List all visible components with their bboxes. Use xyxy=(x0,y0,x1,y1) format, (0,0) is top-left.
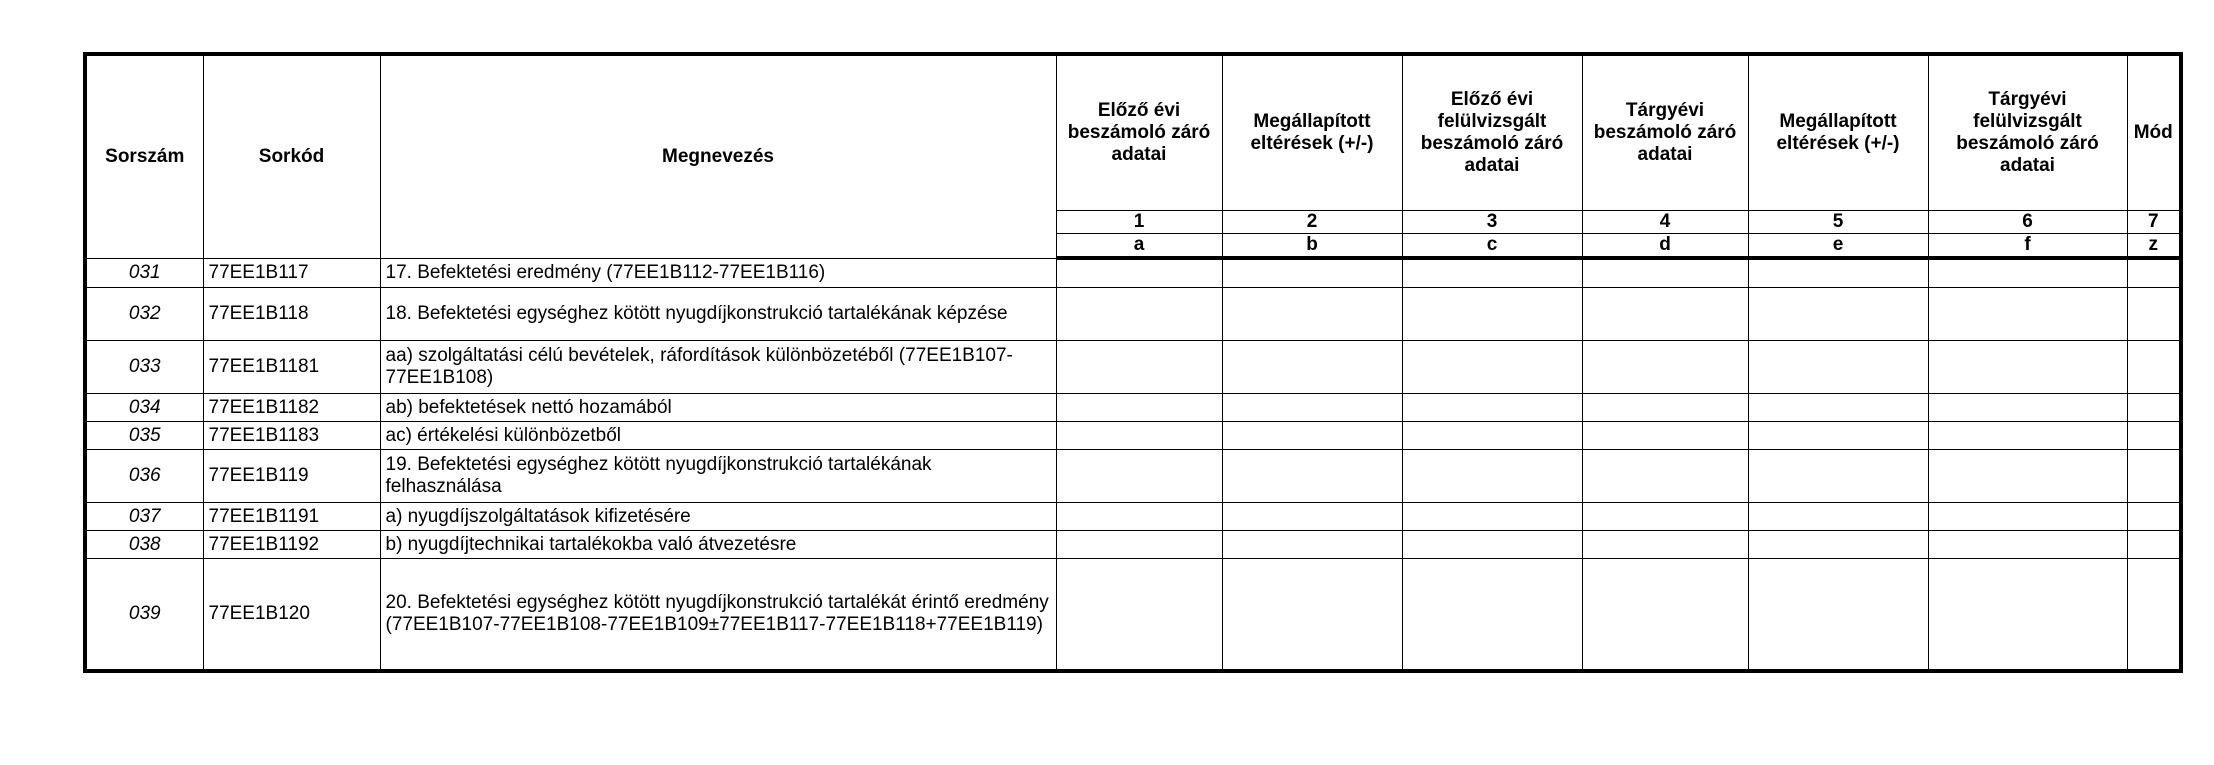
value-cell-f[interactable] xyxy=(1928,422,2127,450)
row-name: aa) szolgáltatási célú bevételek, ráfordítások különbözetéből (77EE1B107-77EE1B108) xyxy=(380,341,1056,394)
row-code: 77EE1B120 xyxy=(203,559,380,672)
value-cell-b[interactable] xyxy=(1222,394,1402,422)
row-code: 77EE1B1191 xyxy=(203,503,380,531)
value-cell-c[interactable] xyxy=(1402,559,1582,672)
value-cell-b[interactable] xyxy=(1222,258,1402,288)
value-cell-c[interactable] xyxy=(1402,450,1582,503)
value-cell-b[interactable] xyxy=(1222,288,1402,341)
row-code: 77EE1B1192 xyxy=(203,531,380,559)
row-number: 036 xyxy=(85,450,203,503)
value-cell-d[interactable] xyxy=(1582,450,1748,503)
row-code: 77EE1B1182 xyxy=(203,394,380,422)
row-name: b) nyugdíjtechnikai tartalékokba való átvezetésre xyxy=(380,531,1056,559)
value-cell-e[interactable] xyxy=(1748,450,1928,503)
header-sorkod: Sorkód xyxy=(203,54,380,258)
value-cell-z[interactable] xyxy=(2127,450,2181,503)
header-col-4: Tárgyévi beszámoló záró adatai xyxy=(1582,54,1748,211)
header-col-mod: Mód xyxy=(2127,54,2181,211)
report-table xyxy=(83,52,2183,673)
value-cell-z[interactable] xyxy=(2127,503,2181,531)
value-cell-d[interactable] xyxy=(1582,394,1748,422)
row-number: 038 xyxy=(85,531,203,559)
row-name: 19. Befektetési egységhez kötött nyugdíjkonstrukció tartalékának felhasználása xyxy=(380,450,1056,503)
value-cell-b[interactable] xyxy=(1222,531,1402,559)
value-cell-e[interactable] xyxy=(1748,559,1928,672)
value-cell-z[interactable] xyxy=(2127,559,2181,672)
row-name: 18. Befektetési egységhez kötött nyugdíjkonstrukció tartalékának képzése xyxy=(380,288,1056,341)
value-cell-a[interactable] xyxy=(1056,394,1222,422)
value-cell-c[interactable] xyxy=(1402,258,1582,288)
value-cell-f[interactable] xyxy=(1928,394,2127,422)
value-cell-c[interactable] xyxy=(1402,422,1582,450)
value-cell-f[interactable] xyxy=(1928,531,2127,559)
row-name: a) nyugdíjszolgáltatások kifizetésére xyxy=(380,503,1056,531)
header-row xyxy=(85,54,2181,211)
value-cell-b[interactable] xyxy=(1222,559,1402,672)
value-cell-a[interactable] xyxy=(1056,559,1222,672)
col-number: 1 xyxy=(1056,211,1222,234)
row-number: 031 xyxy=(85,258,203,288)
table-row xyxy=(85,288,2181,341)
value-cell-z[interactable] xyxy=(2127,394,2181,422)
value-cell-b[interactable] xyxy=(1222,341,1402,394)
value-cell-c[interactable] xyxy=(1402,341,1582,394)
value-cell-e[interactable] xyxy=(1748,422,1928,450)
row-code: 77EE1B119 xyxy=(203,450,380,503)
col-letter: d xyxy=(1582,234,1748,259)
col-letter: z xyxy=(2127,234,2181,259)
value-cell-d[interactable] xyxy=(1582,341,1748,394)
row-code: 77EE1B118 xyxy=(203,288,380,341)
value-cell-e[interactable] xyxy=(1748,503,1928,531)
col-number: 2 xyxy=(1222,211,1402,234)
value-cell-z[interactable] xyxy=(2127,288,2181,341)
value-cell-f[interactable] xyxy=(1928,450,2127,503)
row-number: 032 xyxy=(85,288,203,341)
value-cell-b[interactable] xyxy=(1222,503,1402,531)
value-cell-f[interactable] xyxy=(1928,288,2127,341)
value-cell-d[interactable] xyxy=(1582,422,1748,450)
value-cell-e[interactable] xyxy=(1748,394,1928,422)
value-cell-z[interactable] xyxy=(2127,422,2181,450)
value-cell-c[interactable] xyxy=(1402,394,1582,422)
col-number: 7 xyxy=(2127,211,2181,234)
value-cell-d[interactable] xyxy=(1582,503,1748,531)
col-letter: b xyxy=(1222,234,1402,259)
value-cell-d[interactable] xyxy=(1582,288,1748,341)
value-cell-e[interactable] xyxy=(1748,531,1928,559)
header-megnevezes: Megnevezés xyxy=(380,54,1056,258)
row-code: 77EE1B1181 xyxy=(203,341,380,394)
value-cell-a[interactable] xyxy=(1056,531,1222,559)
col-number: 6 xyxy=(1928,211,2127,234)
row-number: 037 xyxy=(85,503,203,531)
row-number: 033 xyxy=(85,341,203,394)
table-row xyxy=(85,258,2181,288)
row-number: 034 xyxy=(85,394,203,422)
value-cell-f[interactable] xyxy=(1928,341,2127,394)
col-letter: c xyxy=(1402,234,1582,259)
col-number: 5 xyxy=(1748,211,1928,234)
value-cell-a[interactable] xyxy=(1056,503,1222,531)
value-cell-z[interactable] xyxy=(2127,258,2181,288)
table-row xyxy=(85,341,2181,394)
value-cell-e[interactable] xyxy=(1748,288,1928,341)
value-cell-f[interactable] xyxy=(1928,503,2127,531)
value-cell-c[interactable] xyxy=(1402,531,1582,559)
value-cell-f[interactable] xyxy=(1928,559,2127,672)
col-letter: a xyxy=(1056,234,1222,259)
value-cell-a[interactable] xyxy=(1056,341,1222,394)
value-cell-b[interactable] xyxy=(1222,450,1402,503)
table-row xyxy=(85,394,2181,422)
header-col-2: Megállapított eltérések (+/-) xyxy=(1222,54,1402,211)
row-code: 77EE1B1183 xyxy=(203,422,380,450)
value-cell-c[interactable] xyxy=(1402,288,1582,341)
table-row xyxy=(85,503,2181,531)
table-row xyxy=(85,422,2181,450)
value-cell-d[interactable] xyxy=(1582,258,1748,288)
value-cell-a[interactable] xyxy=(1056,288,1222,341)
value-cell-a[interactable] xyxy=(1056,422,1222,450)
value-cell-e[interactable] xyxy=(1748,258,1928,288)
value-cell-f[interactable] xyxy=(1928,258,2127,288)
value-cell-d[interactable] xyxy=(1582,559,1748,672)
table-row xyxy=(85,559,2181,672)
table-row xyxy=(85,531,2181,559)
row-number: 039 xyxy=(85,559,203,672)
value-cell-c[interactable] xyxy=(1402,503,1582,531)
value-cell-a[interactable] xyxy=(1056,450,1222,503)
header-col-6: Tárgyévi felülvizsgált beszámoló záró adatai xyxy=(1928,54,2127,211)
value-cell-z[interactable] xyxy=(2127,531,2181,559)
row-name: 17. Befektetési eredmény (77EE1B112-77EE1B116) xyxy=(380,258,1056,288)
col-number: 4 xyxy=(1582,211,1748,234)
header-col-1: Előző évi beszámoló záró adatai xyxy=(1056,54,1222,211)
col-letter: f xyxy=(1928,234,2127,259)
table-row xyxy=(85,450,2181,503)
row-number: 035 xyxy=(85,422,203,450)
value-cell-d[interactable] xyxy=(1582,531,1748,559)
row-code: 77EE1B117 xyxy=(203,258,380,288)
value-cell-e[interactable] xyxy=(1748,341,1928,394)
value-cell-b[interactable] xyxy=(1222,422,1402,450)
value-cell-a[interactable] xyxy=(1056,258,1222,288)
header-col-5: Megállapított eltérések (+/-) xyxy=(1748,54,1928,211)
col-number: 3 xyxy=(1402,211,1582,234)
row-name: ab) befektetések nettó hozamából xyxy=(380,394,1056,422)
row-name: ac) értékelési különbözetből xyxy=(380,422,1056,450)
row-name: 20. Befektetési egységhez kötött nyugdíjkonstrukció tartalékát érintő eredmény (77EE1B107-77EE1B108-77EE1B109±77EE1B117-77EE1B118+77EE1B119) xyxy=(380,559,1056,672)
header-sorszam: Sorszám xyxy=(85,54,203,258)
value-cell-z[interactable] xyxy=(2127,341,2181,394)
col-letter: e xyxy=(1748,234,1928,259)
header-col-3: Előző évi felülvizsgált beszámoló záró adatai xyxy=(1402,54,1582,211)
